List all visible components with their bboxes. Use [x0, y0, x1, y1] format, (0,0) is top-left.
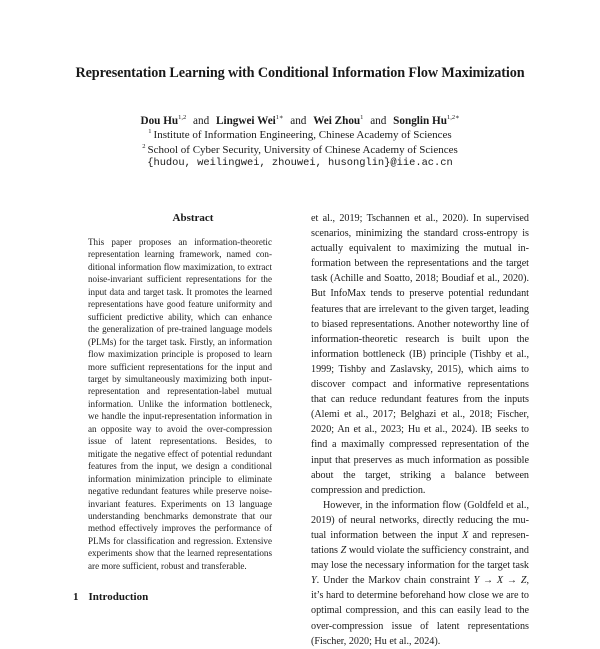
text-run: would violate the sufficiency constraint, and may lose the necessary information for the target task: [311, 545, 529, 572]
affiliation-text: Institute of Information Engineering, Chinese Academy of Sciences: [153, 129, 452, 141]
math-symbol: Z: [340, 545, 347, 557]
section-heading: [73, 591, 148, 603]
author-affiliation-mark: 1: [360, 114, 364, 121]
author-name: Dou Hu: [140, 115, 179, 127]
section-title: Introduction: [88, 591, 149, 603]
author-name: Lingwei Wei: [216, 115, 276, 127]
body-text-column: [311, 211, 529, 649]
author-name: Songlin Hu: [393, 115, 447, 127]
author-affiliation-mark: 1∗: [275, 114, 284, 121]
text-run: However, in the information flow (Goldfeld et al., 2019) of neural networks, directly reducing the mutual information between the input: [311, 499, 529, 541]
author-affiliation-mark: 1,2∗: [446, 114, 460, 121]
author-separator: and: [290, 115, 307, 127]
section-number: 1: [73, 591, 79, 603]
abstract-heading: Abstract: [172, 212, 214, 224]
paragraph: [311, 498, 529, 649]
affiliation-mark: 2: [142, 143, 146, 150]
author-emails: {hudou, weilingwei, zhouwei, husonglin}@iie.ac.cn: [147, 157, 453, 169]
text-run: and representations: [311, 529, 529, 557]
text-run: . Under the Markov chain constraint: [316, 575, 474, 587]
affiliation-2: [0, 143, 600, 156]
abstract-body: This paper proposes an information-theoretic representation learning framework, named conditional information flow maximization, to extract noise-invariant sufficient representations for the input data and target task. It promotes the learned representations have good feature uniformity and sufficient predictive ability, which can enhance the generalization of pre-trained language models (PLMs) for the target task. Firstly, an information flow maximization principle is proposed to learn more sufficient representations for the input and target by simultaneously maximizing both input-representation and representation-label mutual information. Unlike the information bottleneck, we handle the input-representation information in an opposite way to avoid the over-compression issue of latent representations. Besides, to mitigate the negative effect of potential redundant features from the input, we design a conditional information minimization principle to eliminate negative redundant features while preserve noise-invariant features. Experiments on 13 language understanding benchmarks demonstrate that our method effectively improves the performance of PLMs for classification and regression. Extensive experiments show that the learned representations are more sufficient, robust and transferable.: [88, 237, 272, 571]
affiliation-1: [0, 128, 600, 141]
author-name: Wei Zhou: [313, 115, 361, 127]
paragraph: et al., 2019; Tschannen et al., 2020). In supervised scenarios, minimizing the standard cross-entropy is actually equivalent to maximizing the mutual information between the representations and the target task (Achille and Soatto, 2018; Boudiaf et al., 2020). But InfoMax tends to preserve potential redundant features that are irrelevant to the given target, leading to biased representations. Another noteworthy line of information-theoretic research is built upon the information bottleneck (IB) principle (Tishby et al., 1999; Tishby and Zaslavsky, 2015), which aims to discover compact and informative representations that can reduce redundant features from the inputs (Alemi et al., 2017; Belghazi et al., 2018; Fischer, 2020; An et al., 2023; Hu et al., 2024). IB seeks to find a maximally compressed representation of the input that preserves as much information as possible about the target, striking a balance between compression and prediction.: [311, 213, 529, 496]
author-separator: and: [193, 115, 210, 127]
math-expression: Y → X → Z: [473, 575, 527, 587]
author-list: [0, 113, 600, 127]
affiliation-mark: 1: [148, 128, 152, 135]
author-separator: and: [370, 115, 387, 127]
paper-title: Representation Learning with Conditional Information Flow Maximization: [75, 65, 525, 81]
text-run: , it’s hard to determine beforehand how close we are to optimal compression, and this can easily lead to the over-compression issue of latent representations (Fischer, 2020; Hu et al., 2024).: [311, 575, 529, 647]
math-symbol: Y: [311, 575, 317, 587]
author-affiliation-mark: 1,2: [178, 114, 187, 121]
affiliation-text: School of Cyber Security, University of Chinese Academy of Sciences: [147, 144, 458, 156]
math-symbol: X: [462, 529, 469, 541]
